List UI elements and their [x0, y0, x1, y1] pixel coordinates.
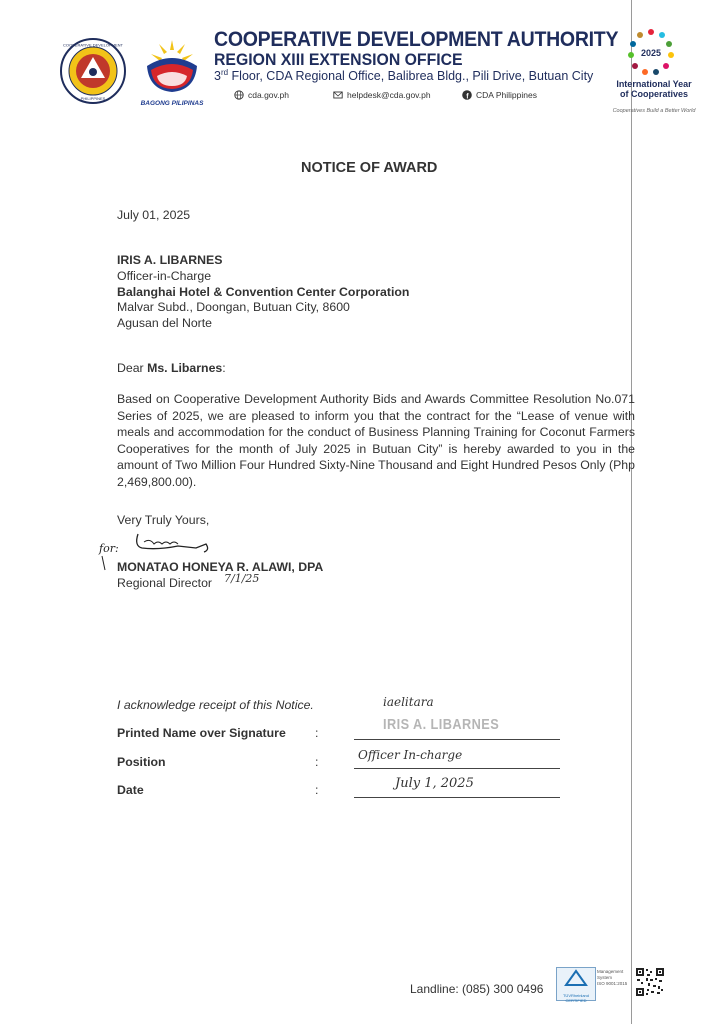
date-value: July 1, 2025 — [395, 776, 474, 791]
printed-name-line — [354, 739, 560, 740]
date-colon: : — [315, 783, 319, 797]
email-icon — [333, 90, 343, 100]
recipient-name: IRIS A. LIBARNES — [117, 253, 223, 267]
email-text: helpdesk@cda.gov.ph — [347, 90, 431, 100]
bagong-pilipinas-text: BAGONG PILIPINAS — [140, 100, 204, 107]
page-edge-rule — [631, 0, 632, 1024]
recipient-position: Officer-in-Charge — [117, 269, 212, 283]
date-line — [354, 797, 560, 798]
svg-text:f: f — [466, 93, 469, 100]
globe-icon — [234, 90, 244, 100]
facebook-icon — [462, 90, 472, 100]
closing: Very Truly Yours, — [117, 513, 210, 527]
office-name: REGION XIII EXTENSION OFFICE — [214, 50, 463, 69]
facebook-text: CDA Philippines — [476, 90, 537, 100]
position-label: Position — [117, 755, 166, 769]
cert-line-1: Management — [597, 969, 624, 974]
iyc-title — [608, 79, 700, 99]
iyc-tagline: Cooperatives Build a Better World — [612, 108, 696, 114]
svg-text:COOPERATIVE DEVELOPMENT: COOPERATIVE DEVELOPMENT — [63, 42, 123, 48]
qr-code[interactable] — [636, 968, 664, 996]
email-contact[interactable] — [333, 90, 431, 100]
bagong-pilipinas-emblem — [137, 38, 207, 94]
printed-name-label: Printed Name over Signature — [117, 726, 286, 740]
position-value: Officer In-charge — [358, 748, 463, 762]
iyc-year: 2025 — [640, 48, 662, 58]
tuv-certified: CERTIFIED — [565, 998, 587, 1003]
certification-text — [597, 969, 627, 987]
initial-date: 7/1/25 — [224, 572, 260, 585]
international-year-of-cooperatives-logo — [625, 26, 677, 78]
landline: Landline: (085) 300 0496 — [410, 982, 544, 996]
letter-date: July 01, 2025 — [117, 208, 191, 222]
tuv-brand: TÜVRheinland — [562, 993, 589, 998]
recipient-address-line-1: Malvar Subd., Doongan, Butuan City, 8600 — [117, 300, 350, 314]
recipient-address-line-2: Agusan del Norte — [117, 316, 213, 330]
organization-name: COOPERATIVE DEVELOPMENT AUTHORITY — [214, 28, 619, 51]
facebook-contact[interactable] — [462, 90, 537, 100]
body-paragraph: Based on Cooperative Development Authority Bids and Awards Committee Resolution No.071 Series of 2025, we are pleased to inform you that the contract for the “Lease of venue with meals and accommodation for the conduct of Business Planning Training for Coconut Farmers Cooperatives for the month of July 2025 in Butuan City” is hereby awarded to you in the amount of Two Million Four Hundred Sixty-Nine Thousand and Eight Hundred Pesos Only (Php 2,469,800.00). — [117, 392, 635, 489]
cda-seal-logo — [60, 38, 126, 104]
recipient-company: Balanghai Hotel & Convention Center Corporation — [117, 285, 410, 299]
signatory-for-text: for: — [99, 542, 119, 555]
svg-text:PHILIPPINES: PHILIPPINES — [80, 96, 106, 101]
cert-line-3: ISO 9001:2015 — [597, 981, 628, 986]
signatory-title: Regional Director — [117, 576, 213, 590]
date-label: Date — [117, 783, 144, 797]
iyc-line-2: of Cooperatives — [619, 89, 688, 99]
document-title: NOTICE OF AWARD — [301, 160, 438, 176]
acknowledgement-intro: I acknowledge receipt of this Notice. — [117, 698, 314, 712]
position-line — [354, 768, 560, 769]
bagong-pilipinas-logo — [137, 38, 207, 106]
office-address: 3rd Floor, CDA Regional Office, Balibrea Bldg., Pili Drive, Butuan City — [214, 68, 594, 84]
printed-name-colon: : — [315, 726, 319, 740]
printed-name-stamp: IRIS A. LIBARNES — [383, 716, 500, 733]
recipient-signature: iaelitara — [383, 695, 434, 709]
tuv-triangle-icon — [557, 968, 595, 988]
tuv-certification-badge — [556, 967, 596, 1001]
website-contact[interactable] — [234, 90, 289, 100]
position-colon: : — [315, 755, 319, 769]
cert-line-2: System — [597, 975, 613, 980]
signatory-name: MONATAO HONEYA R. ALAWI, DPA — [117, 560, 324, 574]
iyc-line-1: International Year — [616, 79, 692, 89]
website-text: cda.gov.ph — [248, 90, 289, 100]
salutation: Dear Ms. Libarnes: — [117, 361, 226, 375]
